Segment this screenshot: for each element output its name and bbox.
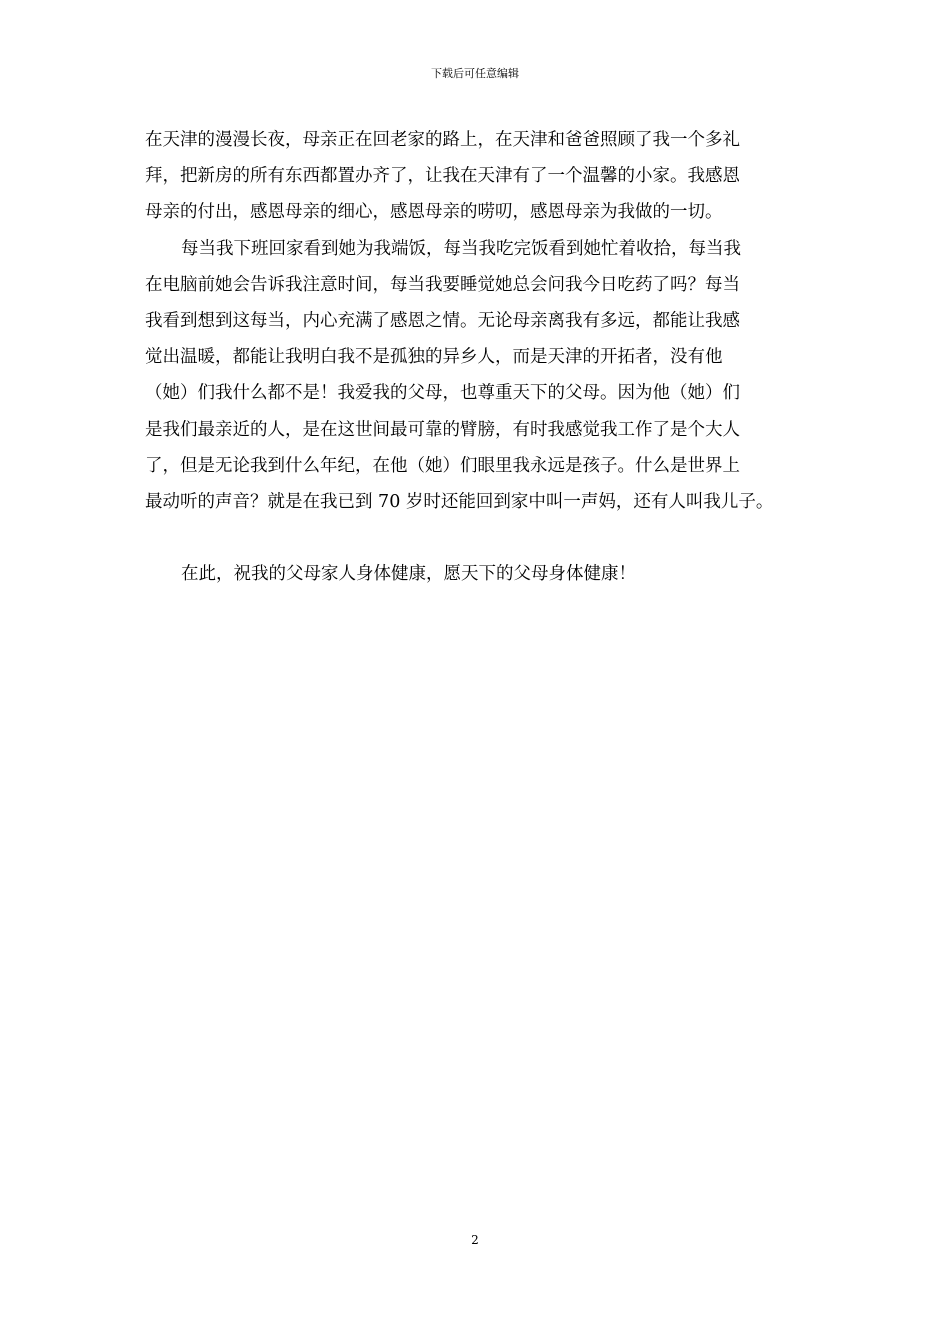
- page-header: 下载后可任意编辑: [431, 67, 519, 80]
- paragraph-1-line-1: 在天津的漫漫长夜，母亲正在回老家的路上，在天津和爸爸照顾了我一个多礼: [145, 130, 740, 150]
- document-body: [145, 122, 813, 592]
- paragraph-2-line-5: （她）们我什么都不是！我爱我的父母，也尊重天下的父母。因为他（她）们: [145, 383, 740, 404]
- paragraph-spacer: [145, 520, 813, 556]
- paragraph-2-line-6: 是我们最亲近的人，是在这世间最可靠的臂膀，有时我感觉我工作了是个大人: [145, 419, 740, 440]
- paragraph-2-line-2: 在电脑前她会告诉我注意时间，每当我要睡觉她总会问我今日吃药了吗？每当: [145, 274, 740, 295]
- paragraph-2-line-7: 了，但是无论我到什么年纪，在他（她）们眼里我永远是孩子。什么是世界上: [145, 455, 740, 476]
- paragraph-2-line-4: 觉出温暖，都能让我明白我不是孤独的异乡人，而是天津的开拓者，没有他: [145, 347, 723, 368]
- paragraph-3-line-1: 在此，祝我的父母家人身体健康，愿天下的父母身体健康！: [181, 564, 636, 585]
- paragraph-2-line-8: 最动听的声音？就是在我已到 70 岁时还能回到家中叫一声妈，还有人叫我儿子。: [145, 491, 774, 512]
- paragraph-2-line-1: 每当我下班回家看到她为我端饭，每当我吃完饭看到她忙着收拾，每当我: [181, 238, 741, 259]
- paragraph-1-line-2: 拜，把新房的所有东西都置办齐了，让我在天津有了一个温馨的小家。我感恩: [145, 166, 740, 187]
- paragraph-2-line-3: 我看到想到这每当，内心充满了感恩之情。无论母亲离我有多远，都能让我感: [145, 310, 740, 331]
- paragraph-1-line-3: 母亲的付出，感恩母亲的细心，感恩母亲的唠叨，感恩母亲为我做的一切。: [145, 202, 723, 223]
- page-number: 2: [471, 1233, 479, 1247]
